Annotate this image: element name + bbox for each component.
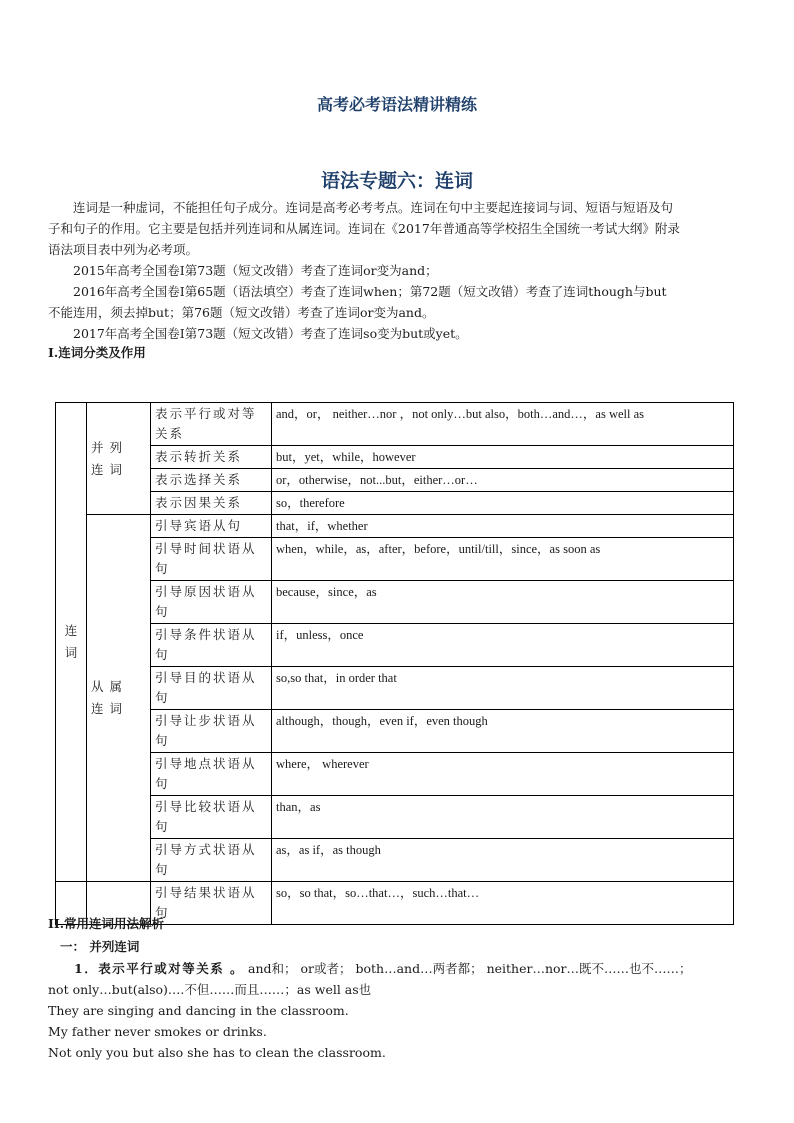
document-subtitle: 语法专题六：连词 [320,170,473,192]
section-heading-2: II.常用连词用法解析 [48,916,165,931]
point-text: and和； or或者； both…and…两者都； neither…nor…既不……也不……； [244,961,692,976]
kind-cell: 引导方式状语从句 [151,839,272,882]
intro-line: 子和句子的作用。它主要是包括并列连词和从属连词。连词在《2017年普通高等学校招生全国统一考试大纲》附录 [48,221,680,236]
example-sentence: They are singing and dancing in the classroom. [48,1003,349,1018]
examples-cell: that，if，whether [272,515,734,538]
kind-cell: 引导目的状语从句 [151,667,272,710]
examples-cell: or，otherwise，not...but，either…or… [272,469,734,492]
examples-cell: so，so that，so…that…，such…that… [272,882,734,925]
point-line [48,958,768,979]
intro-line: 连词是一种虚词，不能担任句子成分。连词是高考必考考点。连词在句中主要起连接词与词、短语与短语及句 [73,200,674,215]
examples-cell: when，while，as，after，before，until/till，since，as soon as [272,538,734,581]
intro-line: 语法项目表中列为必考项。 [48,242,199,257]
kind-cell: 表示因果关系 [151,492,272,515]
examples-cell: but，yet，while，however [272,446,734,469]
intro-line: 2015年高考全国卷Ⅰ第73题（短文改错）考查了连词or变为and； [73,263,438,278]
section-heading-1: I.连词分类及作用 [48,345,146,360]
examples-cell: because，since，as [272,581,734,624]
examples-cell: as，as if，as though [272,839,734,882]
kind-cell: 引导时间状语从句 [151,538,272,581]
table-row [56,624,734,667]
intro-line: 2017年高考全国卷Ⅰ第73题（短文改错）考查了连词so变为but或yet。 [73,326,468,341]
point-line: not only…but(also)….不但……而且……；as well as也 [48,982,372,997]
table-row [56,446,734,469]
coordinating-group-cell: 并列连词 [87,403,151,515]
table-row [56,796,734,839]
examples-cell: where， wherever [272,753,734,796]
examples-cell: if，unless，once [272,624,734,667]
examples-cell: so，therefore [272,492,734,515]
table-row [56,753,734,796]
table-row [56,581,734,624]
subordinating-group-cell: 从属连词 [87,515,151,882]
intro-paragraph [48,197,748,344]
table-row [56,515,734,538]
subsection-heading: 一： 并列连词 [60,939,140,954]
intro-line: 2016年高考全国卷Ⅰ第65题（语法填空）考查了连词when；第72题（短文改错）考查了连词though与but [73,284,667,299]
usage-body [48,958,768,1063]
table-row [56,839,734,882]
kind-cell: 表示转折关系 [151,446,272,469]
examples-cell: so,so that，in order that [272,667,734,710]
examples-cell: and，or， neither…nor ，not only…but also，both…and…，as well as [272,403,734,446]
intro-line: 不能连用，须去掉but；第76题（短文改错）考查了连词or变为and。 [48,305,435,320]
table-row [56,710,734,753]
kind-cell: 引导原因状语从句 [151,581,272,624]
kind-cell: 引导宾语从句 [151,515,272,538]
table-row [56,667,734,710]
kind-cell: 表示平行或对等关系 [151,403,272,446]
examples-cell: than，as [272,796,734,839]
table-row [56,469,734,492]
table-row [56,538,734,581]
example-sentence: My father never smokes or drinks. [48,1024,267,1039]
table-row [56,492,734,515]
kind-cell: 引导结果状语从句 [151,882,272,925]
kind-cell: 引导让步状语从句 [151,710,272,753]
conjunction-table [55,402,734,925]
table-row [56,403,734,446]
example-sentence: Not only you but also she has to clean the classroom. [48,1045,386,1060]
kind-cell: 引导比较状语从句 [151,796,272,839]
root-category-cell: 连词 [56,403,87,882]
kind-cell: 引导条件状语从句 [151,624,272,667]
kind-cell: 引导地点状语从句 [151,753,272,796]
examples-cell: although，though，even if，even though [272,710,734,753]
document-title: 高考必考语法精讲精练 [316,95,477,114]
kind-cell: 表示选择关系 [151,469,272,492]
point-label: 1．表示平行或对等关系 。 [74,961,245,976]
